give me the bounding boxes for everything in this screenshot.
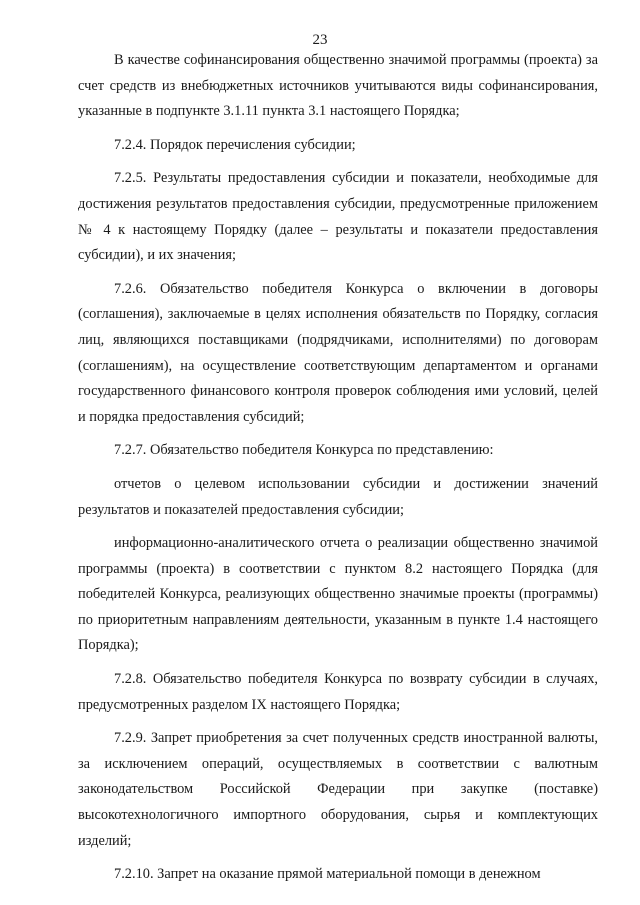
- paragraph-7-2-6: 7.2.6. Обязательство победителя Конкурса о включении в договоры (соглашения), заключаемые в целях исполнения обязательств по Порядку, согласия лиц, являющихся поставщиками (подрядчиками, исполнителями) по договорам (соглашениям), на осуществление соответствующим департаментом и органами государственного финансового контроля проверок соблюдения ими условий, целей и порядка предоставления субсидий;: [78, 280, 598, 425]
- document-body: [78, 48, 598, 896]
- paragraph-7-2-5: 7.2.5. Результаты предоставления субсидии и показатели, необходимые для достижения результатов предоставления субсидии, предусмотренные приложением № 4 к настоящему Порядку (далее – результаты и показатели предоставления субсидии), и их значения;: [78, 170, 598, 264]
- paragraph-7-2-7: 7.2.7. Обязательство победителя Конкурса по представлению:: [114, 442, 494, 459]
- paragraph-cofinancing: В качестве софинансирования общественно значимой программы (проекта) за счет средств из внебюджетных источников учитываются виды софинансирования, указанные в подпункте 3.1.11 пункта 3.1 настоящего Порядка;: [78, 52, 598, 120]
- paragraph-7-2-7-reports: отчетов о целевом использовании субсидии и достижении значений результатов и показателей предоставления субсидии;: [78, 475, 598, 518]
- page-number: 23: [312, 32, 328, 48]
- paragraph-7-2-9: 7.2.9. Запрет приобретения за счет полученных средств иностранной валюты, за исключением операций, осуществляемых в соответствии с валютным законодательством Российской Федерации при закупке (поставке) высокотехнологичного импортного оборудования, сырья и комплектующих изделий;: [78, 730, 598, 849]
- paragraph-7-2-8: 7.2.8. Обязательство победителя Конкурса по возврату субсидии в случаях, предусмотренных разделом IX настоящего Порядка;: [78, 671, 598, 713]
- paragraph-7-2-10: 7.2.10. Запрет на оказание прямой материальной помощи в денежном: [114, 866, 541, 883]
- paragraph-7-2-7-analytic-report: информационно-аналитического отчета о реализации общественно значимой программы (проекта) в соответствии с пунктом 8.2 настоящего Порядка (для победителей Конкурса, реализующих общественно значимые проекты (программы) по приоритетным направлениям деятельности, указанным в пункте 1.4 настоящего Порядка);: [78, 535, 598, 654]
- paragraph-7-2-4: 7.2.4. Порядок перечисления субсидии;: [114, 136, 356, 153]
